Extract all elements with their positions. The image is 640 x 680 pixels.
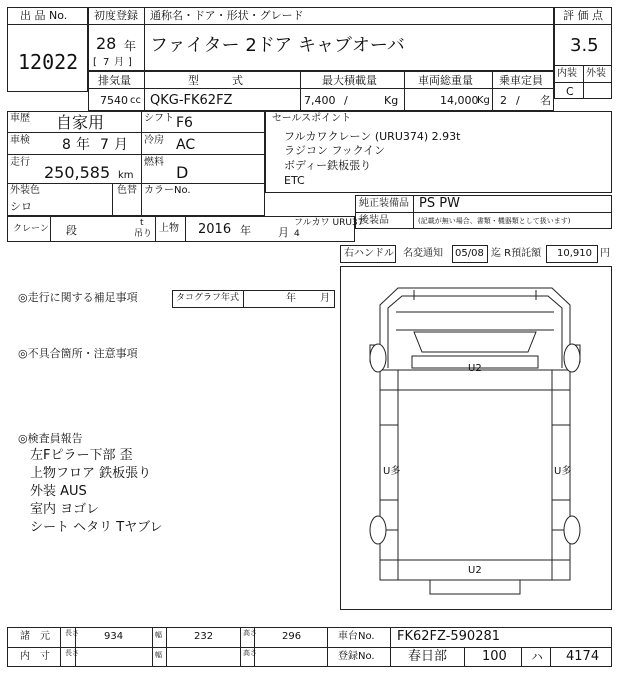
model-label: 型 式 [188, 74, 243, 87]
damage-mark: U多 [554, 466, 572, 477]
crane-year: 2016 [198, 222, 232, 237]
capacity-value: 2 [500, 94, 507, 107]
crane-maker-suffix: 4 [294, 229, 300, 239]
color-number-label: カラーNo. [144, 185, 191, 196]
color-change-label: 色替 [117, 185, 137, 196]
mileage-label: 走行 [10, 157, 30, 168]
equipment-label: 純正装備品 [359, 198, 409, 209]
max-load-value: 7,400 [304, 94, 336, 107]
interior-length-label: 長さ [65, 649, 79, 657]
inspector-line: 外装 AUS [30, 484, 87, 499]
cab-outline [380, 288, 570, 370]
damage-mark: U2 [468, 363, 482, 374]
max-load-sep: / [344, 94, 348, 107]
sales-point-line: ボディー鉄板張り [284, 159, 372, 172]
equipment-value: PS PW [419, 196, 460, 211]
sales-point-line: ETC [284, 174, 305, 187]
ac-value: AC [176, 137, 196, 153]
crane-stage-unit: 段 [66, 224, 77, 237]
retrofit-label: 後装品 [359, 215, 389, 226]
height-value: 296 [282, 631, 302, 642]
fuel-value: D [176, 163, 189, 182]
model-value: QKG-FK62FZ [150, 93, 233, 108]
tacho-year-unit: 年 [286, 293, 296, 304]
first-reg-month-unit: 月 [114, 57, 124, 68]
history-label: 車歴 [10, 113, 30, 124]
first-reg-year: 28 [96, 34, 117, 53]
crane-month-unit: 月 [278, 226, 289, 239]
displacement-value: 7540 [100, 94, 128, 107]
tacho-month-unit: 月 [320, 293, 330, 304]
name-change-date: 05/08 [455, 248, 484, 259]
history-value: 自家用 [56, 113, 105, 132]
width-value: 232 [194, 631, 214, 642]
crane-lift-unit: 吊り [134, 229, 153, 239]
reg-kana: ハ [531, 650, 544, 664]
crane-lift-t: t [140, 218, 144, 228]
capacity-unit: 名 [540, 94, 551, 107]
retrofit-note: (記載が無い場合、書類・機器類として扱います) [418, 217, 571, 225]
sales-points-label: セールスポイント [272, 113, 352, 124]
chassis-label: 車台No. [338, 631, 375, 642]
sales-point-line: フルカワクレーン (URU374) 2.93t [284, 130, 461, 143]
max-load-label: 最大積載量 [322, 74, 377, 87]
windshield [414, 332, 536, 352]
inspection-month-unit: 月 [114, 137, 128, 153]
reg-class: 100 [482, 649, 507, 664]
inspector-line: 上物フロア 鉄板張り [30, 466, 152, 481]
inspection-year: 8 [62, 137, 71, 153]
grade-label: 通称名・ドア・形状・グレード [150, 9, 304, 22]
inspector-line: 室内 ヨゴレ [30, 502, 100, 517]
interior-width-label: 幅 [155, 651, 162, 659]
name-change-label: 名変通知 [403, 248, 443, 259]
deck-outline [380, 390, 570, 560]
length-value: 934 [104, 631, 124, 642]
damage-mark: U2 [468, 565, 482, 576]
capacity-sep: / [516, 94, 520, 107]
inspector-line: 左Fピラー下部 歪 [30, 448, 133, 463]
max-load-unit: Kg [384, 94, 399, 107]
mileage-unit: km [118, 170, 134, 181]
capacity-label: 乗車定員 [499, 74, 543, 87]
interior-height-label: 高さ [243, 649, 257, 657]
displacement-label: 排気量 [98, 74, 131, 87]
fuel-label: 燃料 [144, 157, 164, 168]
sales-point-line: ラジコン フックイン [284, 144, 386, 157]
wheel-rear-left [370, 516, 386, 544]
crane-year-unit: 年 [240, 224, 251, 237]
driving-heading: ◎走行に関する補足事項 [18, 291, 138, 304]
gross-weight-value: 14,000 [440, 94, 479, 107]
tax-unit: 円 [600, 248, 610, 259]
exterior-color-label: 外装色 [10, 185, 40, 196]
displacement-unit: cc [130, 95, 141, 106]
gross-weight-unit: Kg [477, 95, 490, 106]
interior-grade-label: 内装 [557, 68, 577, 79]
lot-number: 12022 [18, 50, 79, 74]
wheel-front-left [370, 344, 386, 372]
interior-dims-label: 内 寸 [20, 651, 50, 662]
inspection-year-unit: 年 [76, 137, 90, 153]
lot-label: 出 品 No. [20, 9, 68, 22]
handle-label: 右ハンドル [344, 248, 394, 259]
first-reg-month: 7 [103, 57, 110, 68]
inspection-label: 車検 [10, 135, 30, 146]
vehicle-name: ファイター 2ドア キャブオーバ [150, 35, 405, 56]
shift-label: シフト [144, 113, 174, 124]
defects-heading: ◎不具合箇所・注意事項 [18, 347, 138, 360]
gross-weight-label: 車両総重量 [418, 74, 473, 87]
chassis-value: FK62FZ-590281 [397, 629, 501, 644]
damage-mark: U多 [383, 466, 401, 477]
shift-value: F6 [176, 115, 193, 131]
length-label: 長さ [65, 629, 79, 637]
reg-label: 登録No. [338, 651, 375, 662]
tax-value: 10,910 [557, 248, 592, 259]
height-label: 高さ [243, 629, 257, 637]
dimensions-label: 諸 元 [20, 631, 50, 642]
top-label: 上物 [159, 223, 179, 234]
exterior-color-value: シロ [10, 200, 32, 213]
width-label: 幅 [155, 631, 162, 639]
tax-label: 迄 R預託額 [491, 248, 542, 259]
first-reg-year-unit: 年 [124, 39, 137, 53]
crane-maker: フルカワ URU37 [294, 218, 364, 228]
crane-label: クレーン [13, 224, 49, 234]
exterior-grade-label: 外装 [586, 68, 606, 79]
wheel-front-right [564, 344, 580, 372]
interior-grade-value: C [566, 85, 574, 98]
reg-office: 春日部 [408, 649, 448, 664]
inspector-line: シート ヘタリ Tヤブレ [30, 520, 163, 535]
score-value: 3.5 [570, 35, 599, 56]
mileage-value: 250,585 [44, 163, 111, 182]
inspection-month: 7 [100, 137, 109, 153]
score-label: 評 価 点 [563, 9, 603, 22]
reg-number: 4174 [566, 649, 600, 664]
wheel-rear-right [564, 516, 580, 544]
first-reg-label: 初度登録 [94, 9, 138, 22]
ac-label: 冷房 [144, 135, 164, 146]
tacho-label: タコグラフ年式 [176, 293, 240, 303]
inspector-heading: ◎検査員報告 [18, 432, 83, 445]
